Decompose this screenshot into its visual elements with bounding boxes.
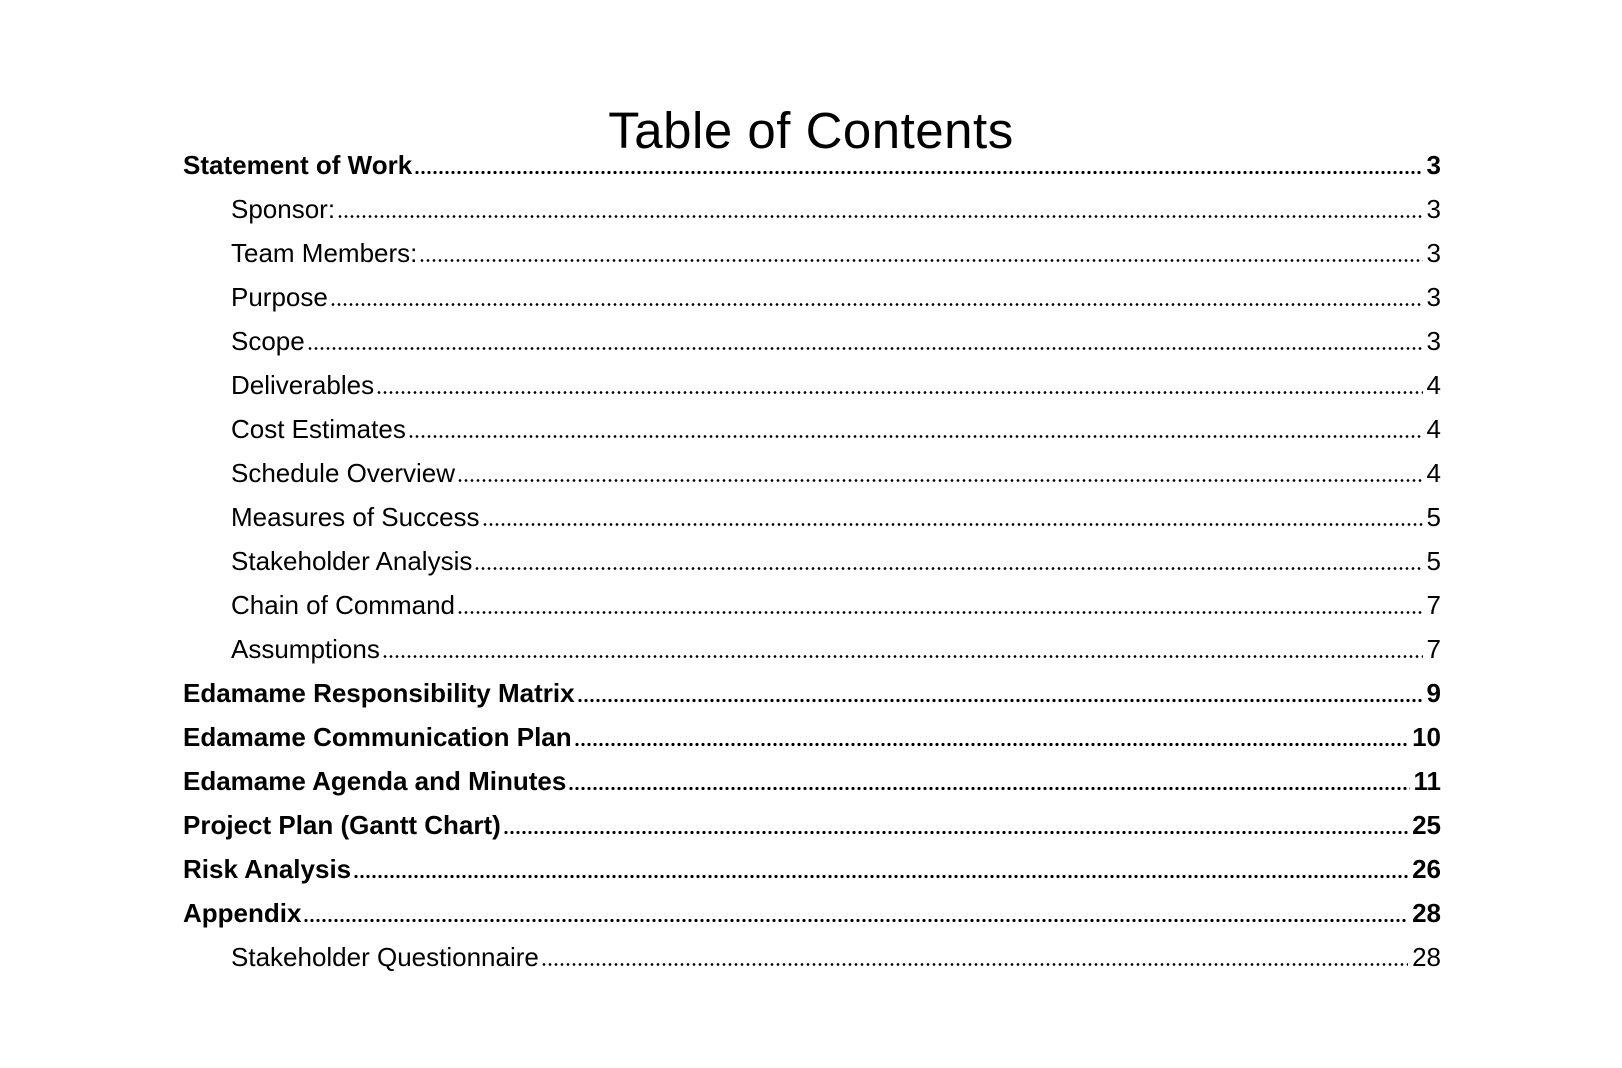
toc-entry-label: Cost Estimates — [231, 413, 406, 444]
toc-entry-label: Project Plan (Gantt Chart) — [183, 809, 501, 840]
dot-leader — [353, 856, 1408, 882]
toc-entry-label: Stakeholder Analysis — [231, 545, 473, 576]
toc-entry[interactable] — [183, 847, 1441, 891]
dot-leader — [577, 680, 1423, 706]
toc-entry-label: Sponsor: — [231, 193, 336, 224]
toc-entry-page-number: 4 — [1426, 457, 1441, 488]
toc-entry[interactable] — [183, 495, 1441, 539]
toc-entry-page-number: 5 — [1426, 501, 1441, 532]
toc-entry[interactable] — [183, 319, 1441, 363]
dot-leader — [382, 636, 1423, 662]
toc-entry[interactable] — [183, 891, 1441, 935]
toc-entry-page-number: 3 — [1426, 237, 1441, 268]
page-title: Table of Contents — [608, 102, 1014, 160]
dot-leader — [337, 196, 1422, 222]
toc-entry-page-number: 10 — [1412, 721, 1441, 752]
toc-entry-page-number: 26 — [1412, 853, 1441, 884]
toc-entry[interactable] — [183, 759, 1441, 803]
dot-leader — [482, 504, 1423, 530]
toc-entry-label: Measures of Success — [231, 501, 480, 532]
toc-entry-label: Edamame Agenda and Minutes — [183, 765, 567, 796]
toc-entry-label: Team Members: — [231, 237, 418, 268]
toc-entry[interactable] — [183, 627, 1441, 671]
dot-leader — [541, 944, 1408, 970]
toc-entry-label: Schedule Overview — [231, 457, 455, 488]
dot-leader — [376, 372, 1422, 398]
toc-entry-page-number: 11 — [1413, 765, 1441, 796]
toc-entry-page-number: 28 — [1412, 897, 1441, 928]
toc-entry-label: Scope — [231, 325, 305, 356]
toc-entry[interactable] — [183, 231, 1441, 275]
toc-entry[interactable] — [183, 451, 1441, 495]
toc-entry[interactable] — [183, 539, 1441, 583]
dot-leader — [457, 592, 1423, 618]
toc-entry-page-number: 7 — [1426, 633, 1441, 664]
toc-entry-page-number: 25 — [1412, 809, 1441, 840]
toc-entry-page-number: 4 — [1426, 369, 1441, 400]
toc-entry-label: Chain of Command — [231, 589, 455, 620]
dot-leader — [568, 768, 1409, 794]
toc-entry-page-number: 28 — [1412, 941, 1441, 972]
toc-entry-page-number: 3 — [1426, 281, 1441, 312]
dot-leader — [414, 152, 1422, 178]
dot-leader — [474, 548, 1422, 574]
toc-entry-label: Stakeholder Questionnaire — [231, 941, 539, 972]
toc-entry[interactable] — [183, 671, 1441, 715]
toc-entry[interactable] — [183, 583, 1441, 627]
toc-entry-label: Deliverables — [231, 369, 375, 400]
toc-entry[interactable] — [183, 187, 1441, 231]
toc-entry[interactable] — [183, 715, 1441, 759]
toc-entry[interactable] — [183, 803, 1441, 847]
toc-entry-label: Assumptions — [231, 633, 380, 664]
dot-leader — [303, 900, 1408, 926]
toc-entry-page-number: 3 — [1426, 193, 1441, 224]
toc-entry-label: Edamame Responsibility Matrix — [183, 677, 575, 708]
dot-leader — [503, 812, 1408, 838]
toc-list — [183, 143, 1441, 979]
dot-leader — [408, 416, 1423, 442]
dot-leader — [574, 724, 1408, 750]
toc-entry-page-number: 3 — [1426, 149, 1441, 180]
toc-entry[interactable] — [183, 935, 1441, 979]
toc-entry[interactable] — [183, 407, 1441, 451]
toc-entry[interactable] — [183, 143, 1441, 187]
dot-leader — [330, 284, 1423, 310]
toc-entry[interactable] — [183, 363, 1441, 407]
toc-entry-page-number: 9 — [1426, 677, 1441, 708]
dot-leader — [457, 460, 1423, 486]
toc-entry-label: Statement of Work — [183, 149, 413, 180]
toc-entry-label: Risk Analysis — [183, 853, 352, 884]
dot-leader — [307, 328, 1423, 354]
toc-entry-page-number: 3 — [1426, 325, 1441, 356]
toc-entry-label: Edamame Communication Plan — [183, 721, 572, 752]
toc-entry-page-number: 7 — [1426, 589, 1441, 620]
toc-entry[interactable] — [183, 275, 1441, 319]
toc-entry-label: Appendix — [183, 897, 302, 928]
dot-leader — [419, 240, 1422, 266]
toc-entry-page-number: 5 — [1426, 545, 1441, 576]
toc-entry-page-number: 4 — [1426, 413, 1441, 444]
toc-entry-label: Purpose — [231, 281, 328, 312]
